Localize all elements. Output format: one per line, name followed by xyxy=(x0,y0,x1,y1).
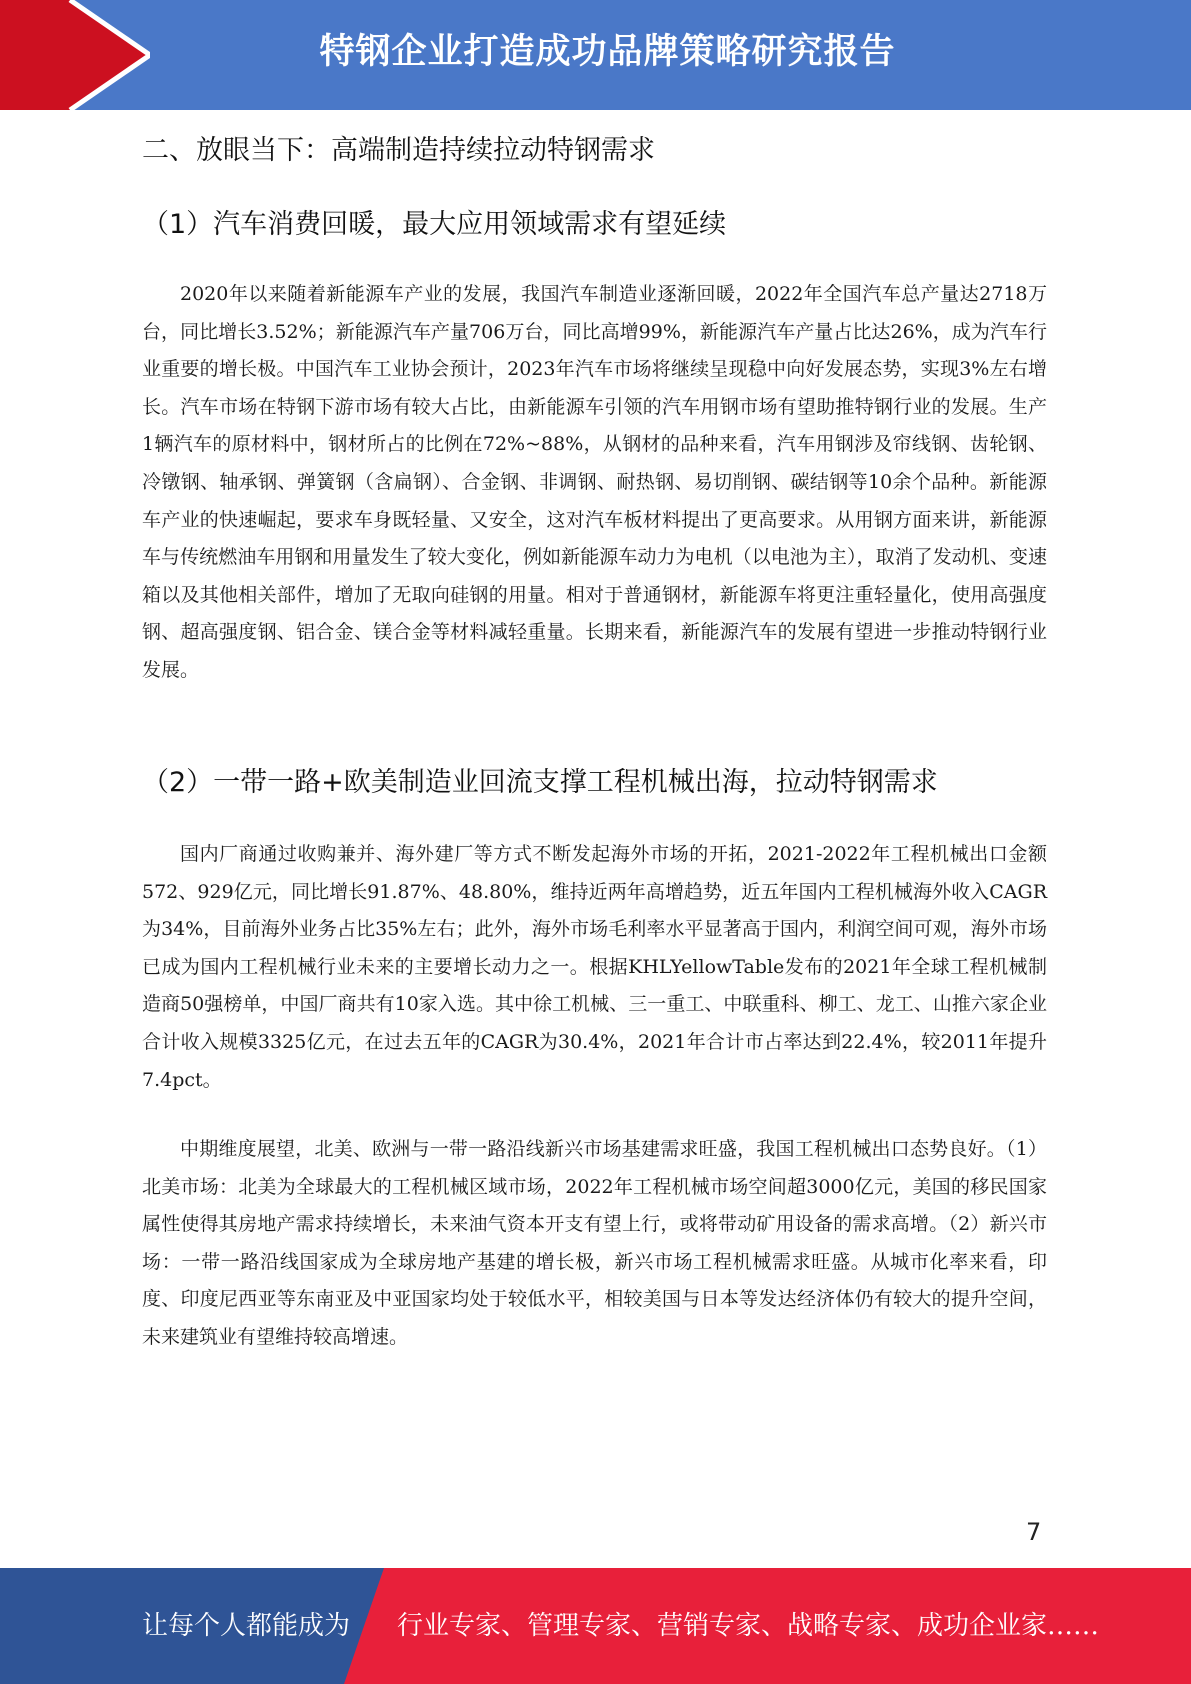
subsection-1-heading: （1）汽车消费回暖，最大应用领域需求有望延续 xyxy=(142,209,727,240)
header-arrow-decoration xyxy=(0,0,150,110)
subsection-1-paragraph: 2020年以来随着新能源车产业的发展，我国汽车制造业逐渐回暖，2022年全国汽车总产量达2718万台，同比增长3.52%；新能源汽车产量706万台，同比高增99%，新能源汽车产量占比达26%，成为汽车行业重要的增长极。中国汽车工业协会预计，2023年汽车市场将继续呈现稳中向好发展态势，实现3%左右增长。汽车市场在特钢下游市场有较大占比，由新能源车引领的汽车用钢市场有望助推特钢行业的发展。生产1辆汽车的原材料中，钢材所占的比例在72%~88%，从钢材的品种来看，汽车用钢涉及帘线钢、齿轮钢、冷镦钢、轴承钢、弹簧钢（含扁钢）、合金钢、非调钢、耐热钢、易切削钢、碳结钢等10余个品种。新能源车产业的快速崛起，要求车身既轻量、又安全，这对汽车板材料提出了更高要求。从用钢方面来讲，新能源车与传统燃油车用钢和用量发生了较大变化，例如新能源车动力为电机（以电池为主），取消了发动机、变速箱以及其他相关部件，增加了无取向硅钢的用量。相对于普通钢材，新能源车将更注重轻量化，使用高强度钢、超高强度钢、铝合金、镁合金等材料减轻重量。长期来看，新能源汽车的发展有望进一步推动特钢行业发展。 xyxy=(142,283,1047,681)
report-title: 特钢企业打造成功品牌策略研究报告 xyxy=(319,32,896,72)
page-header xyxy=(0,0,1191,110)
footer-slogan-right: 行业专家、管理专家、营销专家、战略专家、成功企业家…… xyxy=(397,1611,1100,1641)
subsection-2-heading: （2）一带一路+欧美制造业回流支撑工程机械出海，拉动特钢需求 xyxy=(142,767,938,798)
footer-slogan-left: 让每个人都能成为 xyxy=(142,1611,351,1641)
subsection-2-paragraph-1: 国内厂商通过收购兼并、海外建厂等方式不断发起海外市场的开拓，2021-2022年工程机械出口金额572、929亿元，同比增长91.87%、48.80%，维持近两年高增趋势，近五年国内工程机械海外收入CAGR为34%，目前海外业务占比35%左右；此外，海外市场毛利率水平显著高于国内，利润空间可观，海外市场已成为国内工程机械行业未来的主要增长动力之一。根据KHLYellowTable发布的2021年全球工程机械制造商50强榜单，中国厂商共有10家入选。其中徐工机械、三一重工、中联重科、柳工、龙工、山推六家企业合计收入规模3325亿元，在过去五年的CAGR为30.4%，2021年合计市占率达到22.4%，较2011年提升7.4pct。 xyxy=(142,843,1047,1091)
section-heading: 二、放眼当下：高端制造持续拉动特钢需求 xyxy=(142,135,655,166)
subsection-2-paragraph-2: 中期维度展望，北美、欧洲与一带一路沿线新兴市场基建需求旺盛，我国工程机械出口态势良好。（1）北美市场：北美为全球最大的工程机械区域市场，2022年工程机械市场空间超3000亿元，美国的移民国家属性使得其房地产需求持续增长，未来油气资本开支有望上行，或将带动矿用设备的需求高增。（2）新兴市场：一带一路沿线国家成为全球房地产基建的增长极，新兴市场工程机械需求旺盛。从城市化率来看，印度、印度尼西亚等东南亚及中亚国家均处于较低水平，相较美国与日本等发达经济体仍有较大的提升空间，未来建筑业有望维持较高增速。 xyxy=(142,1138,1047,1348)
page-footer xyxy=(0,1568,1191,1684)
page-number: 7 xyxy=(1026,1518,1042,1546)
